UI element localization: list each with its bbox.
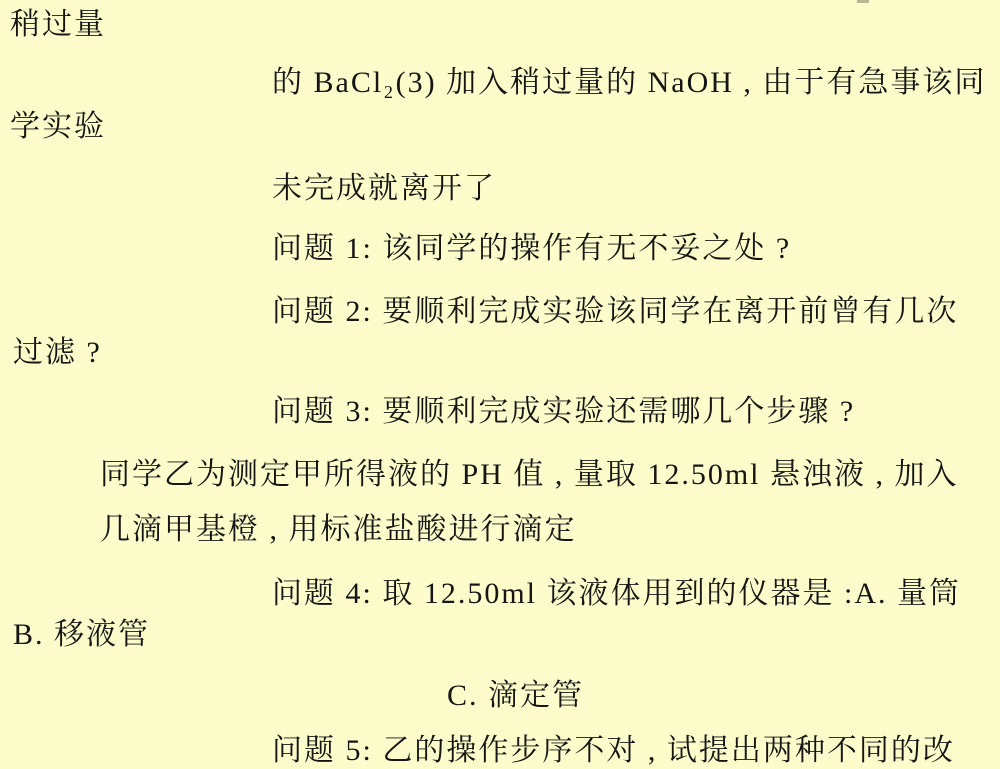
- question-2-line: 问题 2: 要顺利完成实验该同学在离开前曾有几次: [272, 295, 959, 328]
- question-4-option-b: B. 移液管: [13, 618, 151, 651]
- question-3-line: 问题 3: 要顺利完成实验还需哪几个步骤 ?: [272, 395, 856, 428]
- question-2-wrap-filter: 过滤 ?: [13, 336, 102, 369]
- top-edge-artifact: [857, 0, 869, 3]
- paragraph2-student-b-ph: 同学乙为测定甲所得液的 PH 值 , 量取 12.50ml 悬浊液 , 加入: [100, 458, 959, 491]
- question-1-line: 问题 1: 该同学的操作有无不妥之处 ?: [272, 232, 792, 265]
- question-4-line-option-a: 问题 4: 取 12.50ml 该液体用到的仪器是 :A. 量筒: [272, 577, 962, 610]
- question-5-line-clipped: 问题 5: 乙的操作步序不对 , 试提出两种不同的改: [272, 734, 955, 767]
- paragraph2-methyl-orange: 几滴甲基橙 , 用标准盐酸进行滴定: [100, 513, 577, 546]
- paragraph1-bacl2-naoh-text: 的 BaCl₂(3) 加入稍过量的 NaOH , 由于有急事该同: [272, 66, 987, 99]
- paragraph1-wrap-overflow-amount: 稍过量: [10, 8, 106, 41]
- paragraph1-wrap-student-exp: 学实验: [10, 110, 106, 143]
- paragraph1-left-unfinished: 未完成就离开了: [272, 172, 496, 205]
- question-4-option-c: C. 滴定管: [447, 679, 585, 712]
